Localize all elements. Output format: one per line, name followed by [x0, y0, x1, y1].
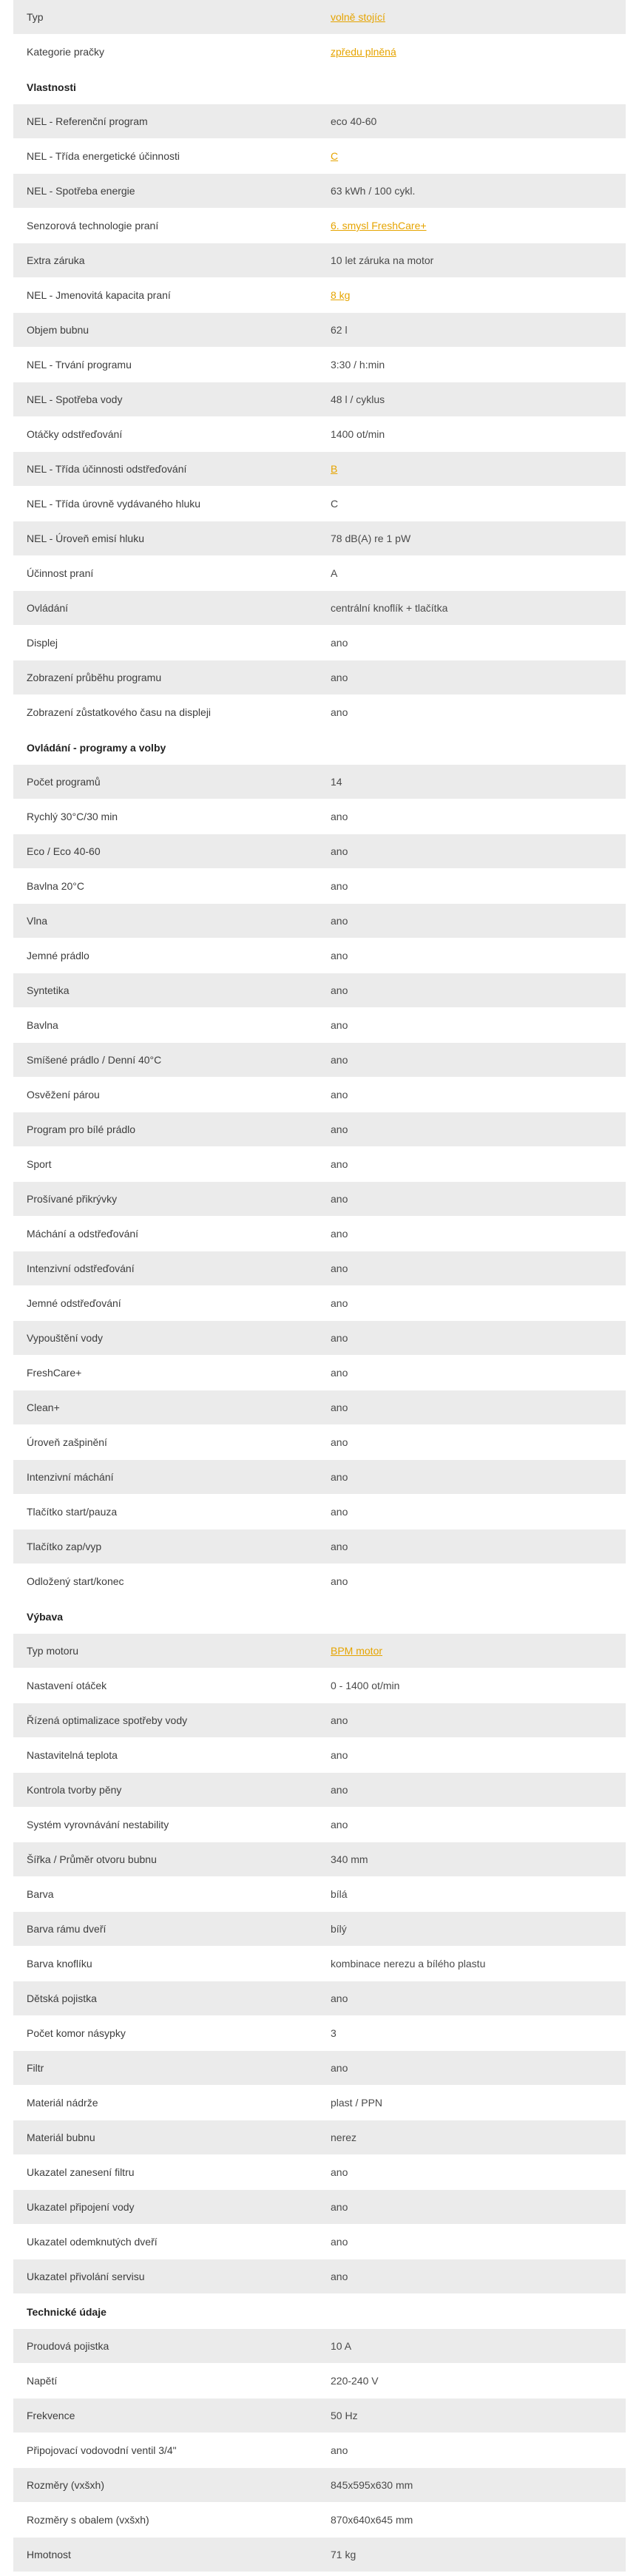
spec-row	[13, 591, 626, 626]
spec-row	[13, 452, 626, 487]
spec-value-cell	[331, 359, 626, 371]
spec-value: ano	[331, 1123, 348, 1135]
spec-row	[13, 1321, 626, 1356]
spec-value: 340 mm	[331, 1853, 368, 1865]
spec-label: Sport	[27, 1158, 52, 1170]
spec-value: ano	[331, 672, 348, 683]
spec-label: Vypouštění vody	[27, 1332, 103, 1344]
spec-value: nerez	[331, 2132, 357, 2143]
spec-row	[13, 2120, 626, 2155]
spec-row	[13, 521, 626, 556]
spec-value-cell	[331, 2549, 626, 2560]
spec-value-cell	[331, 2271, 626, 2282]
spec-value: 10 let záruka na motor	[331, 254, 434, 266]
spec-value-cell	[331, 2027, 626, 2039]
spec-value-cell	[331, 463, 626, 475]
spec-label: Objem bubnu	[27, 324, 89, 336]
spec-row	[13, 1425, 626, 1460]
spec-value-cell	[331, 880, 626, 892]
spec-value-link[interactable]: volně stojící	[331, 11, 385, 23]
spec-label: Odložený start/konec	[27, 1575, 124, 1587]
spec-label: Jemné odstřeďování	[27, 1297, 121, 1309]
spec-label: Materiál nádrže	[27, 2097, 98, 2109]
spec-label: Úroveň zašpinění	[27, 1436, 107, 1448]
spec-value-cell	[331, 2514, 626, 2526]
spec-label: Máchání a odstřeďování	[27, 1228, 139, 1240]
spec-value-cell	[331, 1228, 626, 1240]
spec-value: ano	[331, 1819, 348, 1830]
spec-row	[13, 834, 626, 869]
spec-value: ano	[331, 1992, 348, 2004]
spec-value: ano	[331, 1019, 348, 1031]
spec-value-cell	[331, 185, 626, 197]
spec-label: Ukazatel odemknutých dveří	[27, 2236, 158, 2248]
spec-label: Hmotnost	[27, 2549, 71, 2560]
spec-row	[13, 487, 626, 521]
spec-value: 0 - 1400 ot/min	[331, 1680, 400, 1691]
spec-row	[13, 1773, 626, 1808]
spec-value: ano	[331, 845, 348, 857]
spec-label: Rozměry (vxšxh)	[27, 2479, 105, 2491]
spec-value: ano	[331, 1193, 348, 1205]
spec-value-link[interactable]: 6. smysl FreshCare+	[331, 220, 427, 231]
spec-value: bílá	[331, 1888, 348, 1900]
spec-label: Program pro bílé prádlo	[27, 1123, 136, 1135]
spec-value-cell	[331, 706, 626, 718]
spec-label: FreshCare+	[27, 1367, 82, 1379]
spec-value-cell	[331, 1645, 626, 1657]
spec-value: ano	[331, 2166, 348, 2178]
spec-value-cell	[331, 1019, 626, 1031]
spec-label: Typ motoru	[27, 1645, 79, 1657]
spec-label: Bavlna 20°C	[27, 880, 84, 892]
spec-row	[13, 660, 626, 695]
spec-label: Nastavitelná teplota	[27, 1749, 118, 1761]
spec-label: Clean+	[27, 1402, 60, 1413]
spec-label: Ukazatel zanesení filtru	[27, 2166, 135, 2178]
spec-row	[13, 2503, 626, 2538]
spec-value-cell	[331, 1367, 626, 1379]
section-heading: Ovládání - programy a volby	[13, 730, 626, 765]
spec-value: ano	[331, 1436, 348, 1448]
spec-value: ano	[331, 1575, 348, 1587]
spec-label: Filtr	[27, 2062, 44, 2074]
spec-value-cell	[331, 1158, 626, 1170]
spec-value-cell	[331, 1992, 626, 2004]
spec-label: Rychlý 30°C/30 min	[27, 811, 118, 822]
spec-row	[13, 2398, 626, 2433]
spec-value-cell	[331, 1054, 626, 1066]
spec-row	[13, 2329, 626, 2364]
spec-value-cell	[331, 254, 626, 266]
spec-row	[13, 2259, 626, 2294]
spec-value-cell	[331, 150, 626, 162]
spec-row	[13, 2190, 626, 2225]
spec-value-cell	[331, 393, 626, 405]
spec-row	[13, 2225, 626, 2259]
spec-row	[13, 243, 626, 278]
section-heading: Vlastnosti	[13, 70, 626, 104]
section-heading: Výbava	[13, 1599, 626, 1634]
spec-value: 48 l / cyklus	[331, 393, 385, 405]
spec-row	[13, 1217, 626, 1251]
spec-label: Účinnost praní	[27, 567, 94, 579]
spec-value-link[interactable]: BPM motor	[331, 1645, 383, 1657]
spec-value-cell	[331, 289, 626, 301]
spec-label: Ovládání	[27, 602, 69, 614]
spec-value-cell	[331, 602, 626, 614]
spec-value: centrální knoflík + tlačítka	[331, 602, 448, 614]
spec-row	[13, 626, 626, 660]
spec-row	[13, 1147, 626, 1182]
spec-row	[13, 2468, 626, 2503]
spec-value: ano	[331, 2201, 348, 2213]
spec-value-cell	[331, 637, 626, 649]
spec-label: NEL - Třída energetické účinnosti	[27, 150, 180, 162]
spec-value: A	[331, 567, 338, 579]
section-heading: Technické údaje	[13, 2294, 626, 2329]
spec-value-cell	[331, 1853, 626, 1865]
spec-value: 78 dB(A) re 1 pW	[331, 533, 411, 544]
spec-label: Řízená optimalizace spotřeby vody	[27, 1714, 188, 1726]
spec-label: Kategorie pračky	[27, 46, 105, 58]
spec-value: ano	[331, 706, 348, 718]
spec-label: Systém vyrovnávání nestability	[27, 1819, 169, 1830]
spec-value-cell	[331, 1506, 626, 1518]
spec-value-cell	[331, 1089, 626, 1101]
spec-label: Osvěžení párou	[27, 1089, 100, 1101]
spec-row	[13, 139, 626, 174]
spec-label: NEL - Třída úrovně vydávaného hluku	[27, 498, 201, 510]
spec-row	[13, 1286, 626, 1321]
spec-row	[13, 1912, 626, 1947]
spec-value-cell	[331, 11, 626, 23]
spec-value: ano	[331, 1784, 348, 1796]
spec-row	[13, 1495, 626, 1529]
spec-label: Připojovací vodovodní ventil 3/4"	[27, 2444, 177, 2456]
spec-row	[13, 278, 626, 313]
spec-value-cell	[331, 46, 626, 58]
spec-label: Frekvence	[27, 2410, 75, 2421]
spec-value-link[interactable]: C	[331, 150, 339, 162]
spec-value-link[interactable]: zpředu plněná	[331, 46, 396, 58]
spec-row	[13, 1460, 626, 1495]
spec-label: Počet programů	[27, 776, 101, 788]
spec-value-cell	[331, 220, 626, 231]
spec-value-cell	[331, 1402, 626, 1413]
spec-value: 10 A	[331, 2340, 352, 2352]
specification-table	[13, 0, 626, 2572]
spec-row	[13, 1182, 626, 1217]
spec-value-cell	[331, 2375, 626, 2387]
spec-row	[13, 382, 626, 417]
spec-value-cell	[331, 428, 626, 440]
spec-value: ano	[331, 2062, 348, 2074]
spec-row	[13, 1808, 626, 1842]
spec-row	[13, 1564, 626, 1599]
spec-label: Šířka / Průměr otvoru bubnu	[27, 1853, 157, 1865]
spec-value: ano	[331, 1332, 348, 1344]
spec-value-cell	[331, 1575, 626, 1587]
spec-value: 71 kg	[331, 2549, 356, 2560]
spec-label: Nastavení otáček	[27, 1680, 107, 1691]
spec-row	[13, 556, 626, 591]
spec-label: Zobrazení zůstatkového času na displeji	[27, 706, 212, 718]
spec-value-cell	[331, 1262, 626, 1274]
spec-row	[13, 348, 626, 382]
spec-label: Otáčky odstřeďování	[27, 428, 123, 440]
spec-value: ano	[331, 880, 348, 892]
spec-value: ano	[331, 1506, 348, 1518]
spec-value: ano	[331, 915, 348, 927]
spec-label: Extra záruka	[27, 254, 85, 266]
spec-value-cell	[331, 2479, 626, 2491]
spec-value-cell	[331, 2340, 626, 2352]
spec-row	[13, 1947, 626, 1981]
spec-value-cell	[331, 2201, 626, 2213]
spec-label: Senzorová technologie praní	[27, 220, 159, 231]
spec-value: ano	[331, 1367, 348, 1379]
spec-value: 50 Hz	[331, 2410, 358, 2421]
spec-label: Vlna	[27, 915, 48, 927]
spec-label: Barva	[27, 1888, 54, 1900]
spec-label: NEL - Jmenovitá kapacita praní	[27, 289, 171, 301]
spec-label: Syntetika	[27, 984, 70, 996]
spec-row	[13, 1356, 626, 1390]
spec-value-cell	[331, 1332, 626, 1344]
spec-row	[13, 104, 626, 139]
spec-value: 220-240 V	[331, 2375, 379, 2387]
spec-value-cell	[331, 2132, 626, 2143]
spec-value-link[interactable]: B	[331, 463, 338, 475]
spec-label: Zobrazení průběhu programu	[27, 672, 162, 683]
spec-row	[13, 1981, 626, 2016]
spec-value-cell	[331, 2097, 626, 2109]
spec-label: Barva knoflíku	[27, 1958, 92, 1970]
spec-value-cell	[331, 1436, 626, 1448]
spec-row	[13, 313, 626, 348]
spec-label: Tlačítko zap/vyp	[27, 1541, 102, 1552]
spec-value-cell	[331, 672, 626, 683]
spec-label: Typ	[27, 11, 44, 23]
spec-row	[13, 973, 626, 1008]
spec-value: kombinace nerezu a bílého plastu	[331, 1958, 486, 1970]
spec-value-cell	[331, 1541, 626, 1552]
spec-label: Kontrola tvorby pěny	[27, 1784, 122, 1796]
spec-label: Tlačítko start/pauza	[27, 1506, 118, 1518]
spec-value-cell	[331, 1749, 626, 1761]
spec-value: ano	[331, 984, 348, 996]
spec-value: ano	[331, 1054, 348, 1066]
spec-label: Prošívané přikrývky	[27, 1193, 118, 1205]
spec-value: 3:30 / h:min	[331, 359, 385, 371]
spec-value: 3	[331, 2027, 337, 2039]
spec-value-cell	[331, 1123, 626, 1135]
spec-row	[13, 2016, 626, 2051]
spec-value-cell	[331, 1923, 626, 1935]
spec-label: Rozměry s obalem (vxšxh)	[27, 2514, 149, 2526]
spec-row	[13, 1112, 626, 1147]
spec-row	[13, 1251, 626, 1286]
spec-value-cell	[331, 1888, 626, 1900]
spec-value-cell	[331, 2236, 626, 2248]
spec-row	[13, 1842, 626, 1877]
spec-value-cell	[331, 1680, 626, 1691]
spec-value-cell	[331, 2410, 626, 2421]
spec-label: NEL - Spotřeba vody	[27, 393, 123, 405]
spec-value-cell	[331, 1958, 626, 1970]
spec-value: plast / PPN	[331, 2097, 383, 2109]
spec-value: ano	[331, 637, 348, 649]
spec-row	[13, 695, 626, 730]
spec-row	[13, 2155, 626, 2190]
spec-row	[13, 1078, 626, 1112]
spec-value-cell	[331, 567, 626, 579]
spec-value-cell	[331, 1714, 626, 1726]
spec-label: Počet komor násypky	[27, 2027, 126, 2039]
spec-row	[13, 1390, 626, 1425]
spec-row	[13, 2538, 626, 2572]
spec-value-cell	[331, 533, 626, 544]
spec-row	[13, 1529, 626, 1564]
spec-row	[13, 869, 626, 904]
spec-value-cell	[331, 984, 626, 996]
spec-value: ano	[331, 1089, 348, 1101]
spec-value-cell	[331, 324, 626, 336]
spec-row	[13, 0, 626, 35]
spec-value-cell	[331, 1784, 626, 1796]
spec-label: Ukazatel přivolání servisu	[27, 2271, 145, 2282]
spec-value-cell	[331, 950, 626, 961]
spec-value: ano	[331, 1402, 348, 1413]
spec-value: 63 kWh / 100 cykl.	[331, 185, 416, 197]
spec-label: Intenzivní máchání	[27, 1471, 114, 1483]
spec-value: ano	[331, 1749, 348, 1761]
spec-value: ano	[331, 1158, 348, 1170]
spec-row	[13, 904, 626, 939]
spec-value-cell	[331, 1819, 626, 1830]
spec-value: C	[331, 498, 339, 510]
spec-label: Barva rámu dveří	[27, 1923, 106, 1935]
spec-label: Eco / Eco 40-60	[27, 845, 101, 857]
spec-label: NEL - Třída účinnosti odstřeďování	[27, 463, 187, 475]
spec-row	[13, 2364, 626, 2398]
spec-value: 14	[331, 776, 342, 788]
spec-row	[13, 765, 626, 799]
spec-row	[13, 1043, 626, 1078]
spec-row	[13, 209, 626, 243]
spec-row	[13, 1008, 626, 1043]
spec-row	[13, 1669, 626, 1703]
spec-value: 845x595x630 mm	[331, 2479, 413, 2491]
spec-label: NEL - Referenční program	[27, 115, 148, 127]
spec-value: 1400 ot/min	[331, 428, 385, 440]
spec-label: Jemné prádlo	[27, 950, 89, 961]
spec-value: bílý	[331, 1923, 347, 1935]
spec-row	[13, 2433, 626, 2468]
spec-label: Napětí	[27, 2375, 58, 2387]
spec-value: ano	[331, 1541, 348, 1552]
spec-row	[13, 417, 626, 452]
spec-row	[13, 2086, 626, 2120]
spec-value-cell	[331, 915, 626, 927]
spec-row	[13, 2051, 626, 2086]
spec-label: Dětská pojistka	[27, 1992, 97, 2004]
spec-value-cell	[331, 1193, 626, 1205]
spec-label: Displej	[27, 637, 58, 649]
spec-label: Materiál bubnu	[27, 2132, 95, 2143]
spec-row	[13, 939, 626, 973]
spec-value: ano	[331, 1228, 348, 1240]
spec-value-link[interactable]: 8 kg	[331, 289, 351, 301]
spec-value: ano	[331, 2236, 348, 2248]
spec-value: ano	[331, 1297, 348, 1309]
spec-label: Ukazatel připojení vody	[27, 2201, 135, 2213]
spec-row	[13, 1877, 626, 1912]
spec-value-cell	[331, 811, 626, 822]
spec-label: NEL - Spotřeba energie	[27, 185, 135, 197]
spec-label: NEL - Úroveň emisí hluku	[27, 533, 144, 544]
spec-value-cell	[331, 115, 626, 127]
spec-value-cell	[331, 2166, 626, 2178]
spec-row	[13, 1738, 626, 1773]
spec-value: ano	[331, 2271, 348, 2282]
spec-label: Smíšené prádlo / Denní 40°C	[27, 1054, 162, 1066]
spec-row	[13, 1703, 626, 1738]
spec-value: eco 40-60	[331, 115, 377, 127]
spec-label: NEL - Trvání programu	[27, 359, 132, 371]
spec-value: ano	[331, 2444, 348, 2456]
spec-value: ano	[331, 811, 348, 822]
spec-label: Bavlna	[27, 1019, 58, 1031]
spec-value-cell	[331, 498, 626, 510]
spec-value-cell	[331, 845, 626, 857]
spec-row	[13, 174, 626, 209]
spec-value: 62 l	[331, 324, 348, 336]
spec-value-cell	[331, 776, 626, 788]
spec-value-cell	[331, 1471, 626, 1483]
spec-value: 870x640x645 mm	[331, 2514, 413, 2526]
spec-value: ano	[331, 1714, 348, 1726]
spec-value-cell	[331, 2444, 626, 2456]
spec-row	[13, 799, 626, 834]
spec-value-cell	[331, 1297, 626, 1309]
spec-row	[13, 1634, 626, 1669]
spec-value: ano	[331, 1262, 348, 1274]
spec-row	[13, 35, 626, 70]
spec-label: Intenzivní odstřeďování	[27, 1262, 135, 1274]
spec-value: ano	[331, 1471, 348, 1483]
spec-value-cell	[331, 2062, 626, 2074]
spec-label: Proudová pojistka	[27, 2340, 109, 2352]
spec-value: ano	[331, 950, 348, 961]
